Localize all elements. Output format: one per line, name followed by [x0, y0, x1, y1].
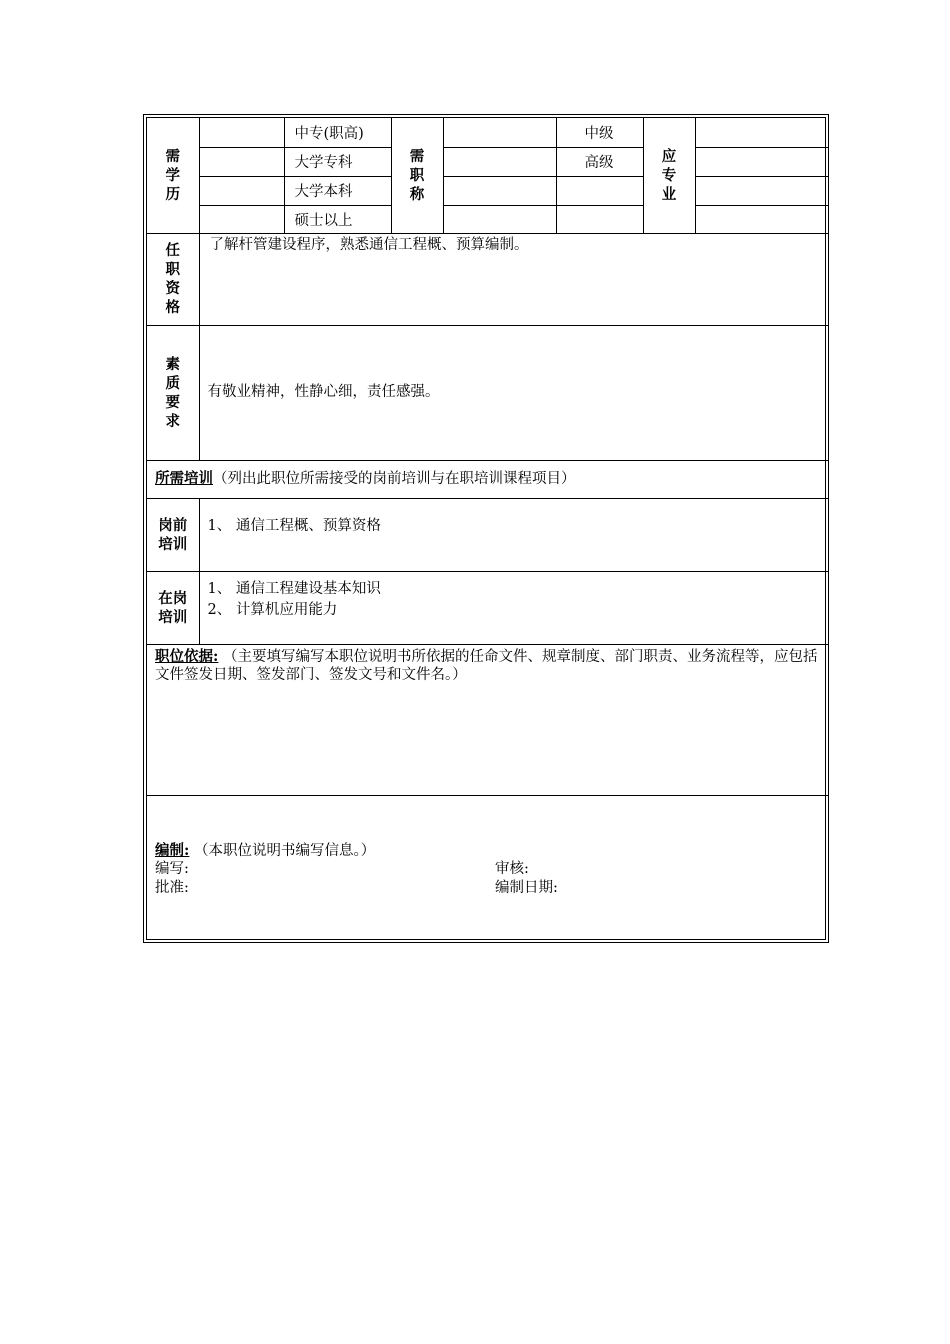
education-label: 需 学 历	[147, 118, 199, 233]
compile-section	[147, 795, 829, 942]
quality-text: 有敬业精神，性静心细，责任感强。	[207, 384, 440, 400]
education-option: 中专(职高)	[284, 118, 391, 147]
quality-label: 素 质 要 求	[147, 325, 199, 460]
on-job-item: 2、 计算机应用能力	[207, 601, 338, 618]
education-check-cell[interactable]	[199, 118, 284, 147]
major-cell[interactable]	[695, 176, 829, 205]
qualification-label: 任 职 资 格	[147, 233, 199, 325]
form-table	[147, 118, 829, 943]
major-cell[interactable]	[695, 118, 829, 147]
pre-job-item: 1、 通信工程概、预算资格	[207, 517, 381, 534]
basis-note: （主要填写编写本职位说明书所依据的任命文件、规章制度、部门职责、业务流程等，应包括文件签发日期、签发部门、签发文号和文件名。）	[155, 648, 818, 683]
job-description-form	[143, 114, 829, 943]
form-inner-border	[146, 117, 826, 940]
education-option: 大学本科	[284, 176, 391, 205]
position-basis-section	[147, 644, 829, 795]
pre-job-training-label: 岗前 培训	[147, 498, 199, 571]
education-check-cell[interactable]	[199, 205, 284, 233]
on-job-training-content	[199, 571, 829, 644]
training-heading: 所需培训	[155, 470, 213, 487]
on-job-training-label: 在岗 培训	[147, 571, 199, 644]
compile-heading: 编制:	[155, 841, 190, 859]
writer-field: 编写:	[155, 860, 189, 877]
education-option: 大学专科	[284, 147, 391, 176]
pre-job-training-content	[199, 498, 829, 571]
reviewer-field: 审核:	[495, 860, 529, 877]
title-check-cell[interactable]	[443, 205, 556, 233]
qualification-text: 了解杆管建设程序，熟悉通信工程概、预算编制。	[209, 236, 529, 253]
training-note: （列出此职位所需接受的岗前培训与在职培训课程项目）	[213, 471, 576, 487]
qualification-content	[199, 233, 829, 325]
title-option: 高级	[556, 147, 643, 176]
major-cell[interactable]	[695, 147, 829, 176]
title-option	[556, 205, 643, 233]
approver-field: 批准:	[155, 879, 189, 896]
education-check-cell[interactable]	[199, 176, 284, 205]
on-job-item: 1、 通信工程建设基本知识	[207, 580, 381, 597]
major-label: 应 专 业	[643, 118, 695, 233]
major-cell[interactable]	[695, 205, 829, 233]
education-option: 硕士以上	[284, 205, 391, 233]
title-check-cell[interactable]	[443, 118, 556, 147]
education-check-cell[interactable]	[199, 147, 284, 176]
title-check-cell[interactable]	[443, 147, 556, 176]
compile-date-field: 编制日期:	[495, 879, 558, 896]
title-option: 中级	[556, 118, 643, 147]
title-option	[556, 176, 643, 205]
compile-note: （本职位说明书编写信息。）	[189, 842, 376, 859]
quality-content	[199, 325, 829, 460]
title-label: 需 职 称	[391, 118, 443, 233]
basis-heading: 职位依据:	[155, 647, 219, 665]
training-header	[147, 460, 829, 498]
title-check-cell[interactable]	[443, 176, 556, 205]
